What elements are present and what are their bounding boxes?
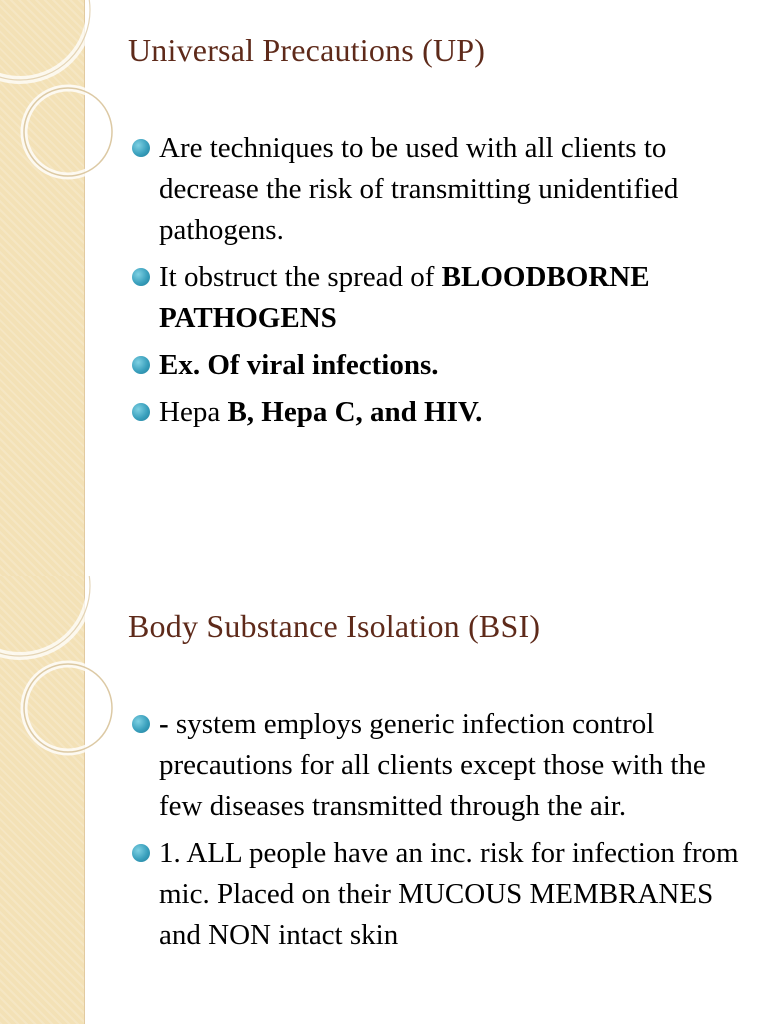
bullet-dot-icon xyxy=(132,715,150,733)
bullet-text: Ex. Of viral infections. xyxy=(159,349,439,381)
bullet-item xyxy=(132,257,752,339)
bullet-item xyxy=(132,345,752,386)
bullet-item xyxy=(132,128,752,251)
bullet-text: 1. ALL people have an inc. risk for infection from mic. Placed on their MUCOUS MEMBRANES and NON intact skin xyxy=(159,837,739,951)
bullet-text: system employs generic infection control precautions for all clients except those with the few diseases transmitted through the air. xyxy=(159,708,706,822)
bullet-dot-icon xyxy=(132,139,150,157)
bullet-dot-icon xyxy=(132,403,150,421)
slide-title: Universal Precautions (UP) xyxy=(128,32,486,68)
bullet-list xyxy=(132,128,752,439)
bullet-text: BLOODBORNE PATHOGENS xyxy=(159,261,650,334)
bullet-text: - xyxy=(159,708,176,740)
bullet-text: Are techniques to be used with all clients to decrease the risk of transmitting unidentified pathogens. xyxy=(159,132,679,246)
bullet-item xyxy=(132,704,752,827)
bullet-dot-icon xyxy=(132,844,150,862)
bullet-text: It obstruct the spread of xyxy=(159,261,442,293)
bullet-item xyxy=(132,833,752,956)
bullet-text: Hepa xyxy=(159,396,228,428)
bullet-dot-icon xyxy=(132,356,150,374)
bullet-item xyxy=(132,392,752,433)
bullet-list xyxy=(132,704,752,962)
slide-body-substance-isolation xyxy=(0,576,768,1024)
bullet-dot-icon xyxy=(132,268,150,286)
bullet-text: B, Hepa C, and HIV. xyxy=(227,396,483,428)
slide-title: Body Substance Isolation (BSI) xyxy=(128,608,541,644)
